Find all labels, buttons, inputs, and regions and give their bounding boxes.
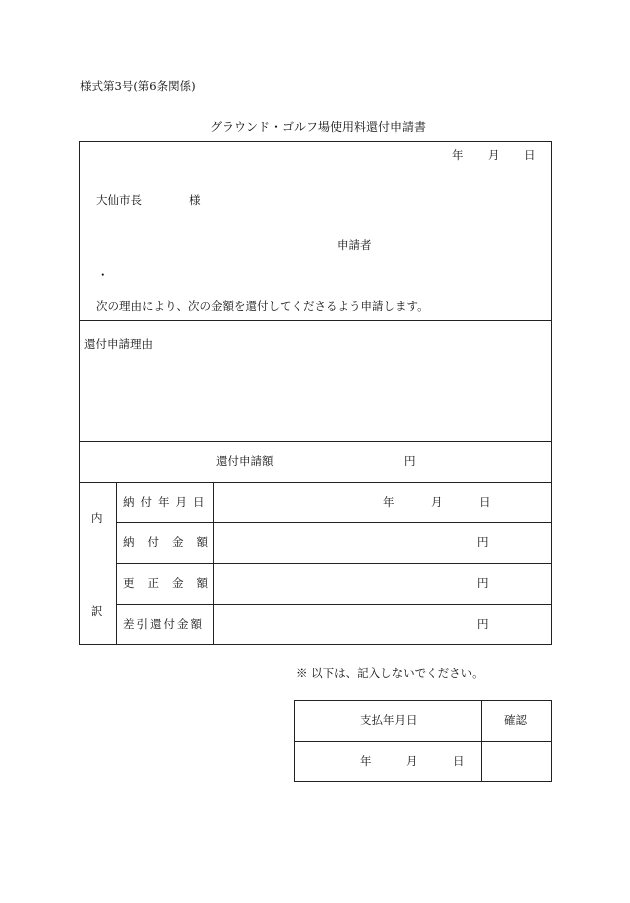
divider	[116, 563, 552, 564]
payment-date-label: 納付年月日	[123, 495, 211, 509]
divider	[79, 482, 552, 483]
refund-amount-unit: 円	[404, 454, 416, 468]
office-use-note: ※ 以下は、記入しないでください。	[296, 666, 484, 680]
breakdown-label-bottom: 訳	[91, 604, 103, 618]
office-date-month: 月	[406, 754, 418, 768]
date-day: 日	[524, 148, 536, 162]
addressee: 大仙市長	[96, 193, 142, 207]
office-date-day: 日	[453, 754, 465, 768]
refund-amount-field[interactable]	[280, 447, 400, 477]
payment-date-year: 年	[383, 495, 395, 509]
net-refund-label: 差引還付金額	[123, 617, 204, 631]
application-statement: 次の理由により、次の金額を還付してくださるよう申請します。	[96, 299, 429, 313]
paid-amount-label: 納付金額	[123, 535, 221, 549]
date-year: 年	[452, 148, 464, 162]
refund-reason-label: 還付申請理由	[84, 337, 153, 351]
page-title: グラウンド・ゴルフ場使用料還付申請書	[210, 120, 427, 134]
net-refund-field[interactable]	[215, 606, 550, 644]
paid-amount-unit: 円	[477, 535, 489, 549]
corrected-amount-unit: 円	[477, 576, 489, 590]
payment-date-header: 支払年月日	[360, 713, 418, 727]
date-month: 月	[488, 148, 500, 162]
refund-amount-label: 還付申請額	[216, 454, 274, 468]
applicant-label: 申請者	[337, 238, 372, 252]
corrected-amount-label: 更正金額	[123, 576, 221, 590]
confirm-header: 確認	[504, 713, 527, 727]
paid-amount-field[interactable]	[215, 524, 550, 562]
divider	[116, 604, 552, 605]
breakdown-label-top: 内	[91, 511, 103, 525]
divider	[79, 320, 552, 321]
divider	[116, 522, 552, 523]
honorific: 様	[189, 193, 201, 207]
bullet-mark: ・	[97, 268, 109, 282]
form-number: 様式第3号(第6条関係)	[80, 79, 196, 93]
divider	[481, 700, 482, 782]
office-date-year: 年	[360, 754, 372, 768]
divider	[79, 441, 552, 442]
net-refund-unit: 円	[477, 617, 489, 631]
payment-date-month: 月	[431, 495, 443, 509]
refund-reason-field[interactable]	[80, 358, 550, 440]
divider	[294, 741, 552, 742]
corrected-amount-field[interactable]	[215, 565, 550, 603]
payment-date-day: 日	[479, 495, 491, 509]
